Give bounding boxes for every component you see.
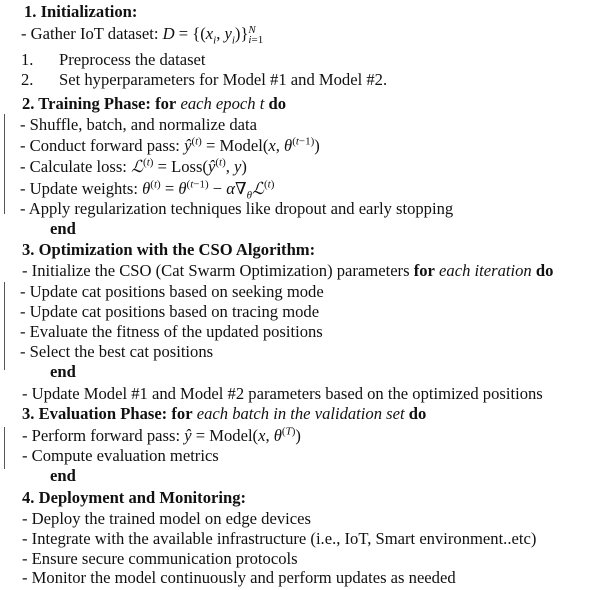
deploy-item-4: - Monitor the model continuously and perform updates as needed bbox=[22, 568, 456, 587]
init-step-2: 2. Set hyperparameters for Model #1 and Model #2. bbox=[21, 70, 388, 89]
section-deployment-title: 4. Deployment and Monitoring: bbox=[22, 488, 247, 507]
section-initialization-title: 1. Initialization: bbox=[24, 2, 138, 21]
training-item-loss: - Calculate loss: ℒ$^{(t)}$ = $Loss(ŷ^{(t)}$, y) bbox=[20, 156, 247, 176]
loss-formula: ℒ$^{(t)}$ = $Loss(ŷ^{(t)}$, y) bbox=[131, 156, 247, 176]
cso-init-line: - Initialize the CSO (Cat Swarm Optimization) parameters for each iteration do bbox=[22, 261, 554, 280]
cso-item-2: - Update cat positions based on tracing mode bbox=[20, 302, 320, 321]
training-item-regularization: - Apply regularization techniques like dropout and early stopping bbox=[20, 199, 454, 218]
evaluation-end: end bbox=[50, 466, 76, 485]
cso-loop-bar bbox=[4, 282, 5, 370]
cso-item-3: - Evaluate the fitness of the updated positions bbox=[20, 322, 323, 341]
section-cso-title: 3. Optimization with the CSO Algorithm: bbox=[22, 240, 316, 259]
evaluation-item-metrics: - Compute evaluation metrics bbox=[22, 446, 219, 465]
dataset-formula: $D = \{(x_i$, $y_i$)} N i=1 bbox=[162, 24, 264, 47]
section-training-title: 2. Training Phase: for each epoch t do bbox=[22, 94, 286, 113]
cso-item-1: - Update cat positions based on seeking mode bbox=[20, 282, 324, 301]
gather-text: - Gather IoT dataset: bbox=[21, 24, 163, 43]
evaluation-item-forward: - Perform forward pass: ŷ = Model(x, $\theta^{(T)}$) bbox=[22, 425, 301, 445]
training-item-1: - Shuffle, batch, and normalize data bbox=[20, 115, 257, 134]
deploy-item-1: - Deploy the trained model on edge devices bbox=[22, 509, 311, 528]
gather-dataset-line bbox=[21, 24, 263, 46]
cso-item-4: - Select the best cat positions bbox=[20, 342, 214, 361]
training-loop-bar bbox=[4, 114, 5, 214]
weight-update-formula: $\theta^{(t)} = \theta^{(t-1)}$ − $\alpha\nabla_\theta ℒ^{(t)}$ bbox=[142, 178, 275, 202]
evaluation-loop-bar bbox=[4, 427, 5, 469]
forward-pass-formula: $ŷ^{(t)}$ = Model(x, $\theta^{(t-1)}$) bbox=[184, 135, 320, 155]
init-step-1: 1. Preprocess the dataset bbox=[21, 50, 206, 69]
cso-after-line: - Update Model #1 and Model #2 parameters based on the optimized positions bbox=[22, 384, 543, 403]
deploy-item-3: - Ensure secure communication protocols bbox=[22, 549, 298, 568]
training-end: end bbox=[50, 219, 76, 238]
section-evaluation-title: 3. Evaluation Phase: for each batch in the validation set do bbox=[22, 404, 427, 423]
eval-forward-formula: ŷ = Model(x, $\theta^{(T)}$) bbox=[184, 425, 301, 445]
cso-end: end bbox=[50, 362, 76, 381]
training-item-forward: - Conduct forward pass: $ŷ^{(t)}$ = Model(x, $\theta^{(t-1)}$) bbox=[20, 135, 320, 155]
deploy-item-2: - Integrate with the available infrastructure (i.e., IoT, Smart environment..etc) bbox=[22, 529, 537, 548]
training-item-update: - Update weights: $\theta^{(t)} = \theta^{(t-1)}$ − $\alpha\nabla_\theta ℒ^{(t)}$ bbox=[20, 178, 275, 202]
